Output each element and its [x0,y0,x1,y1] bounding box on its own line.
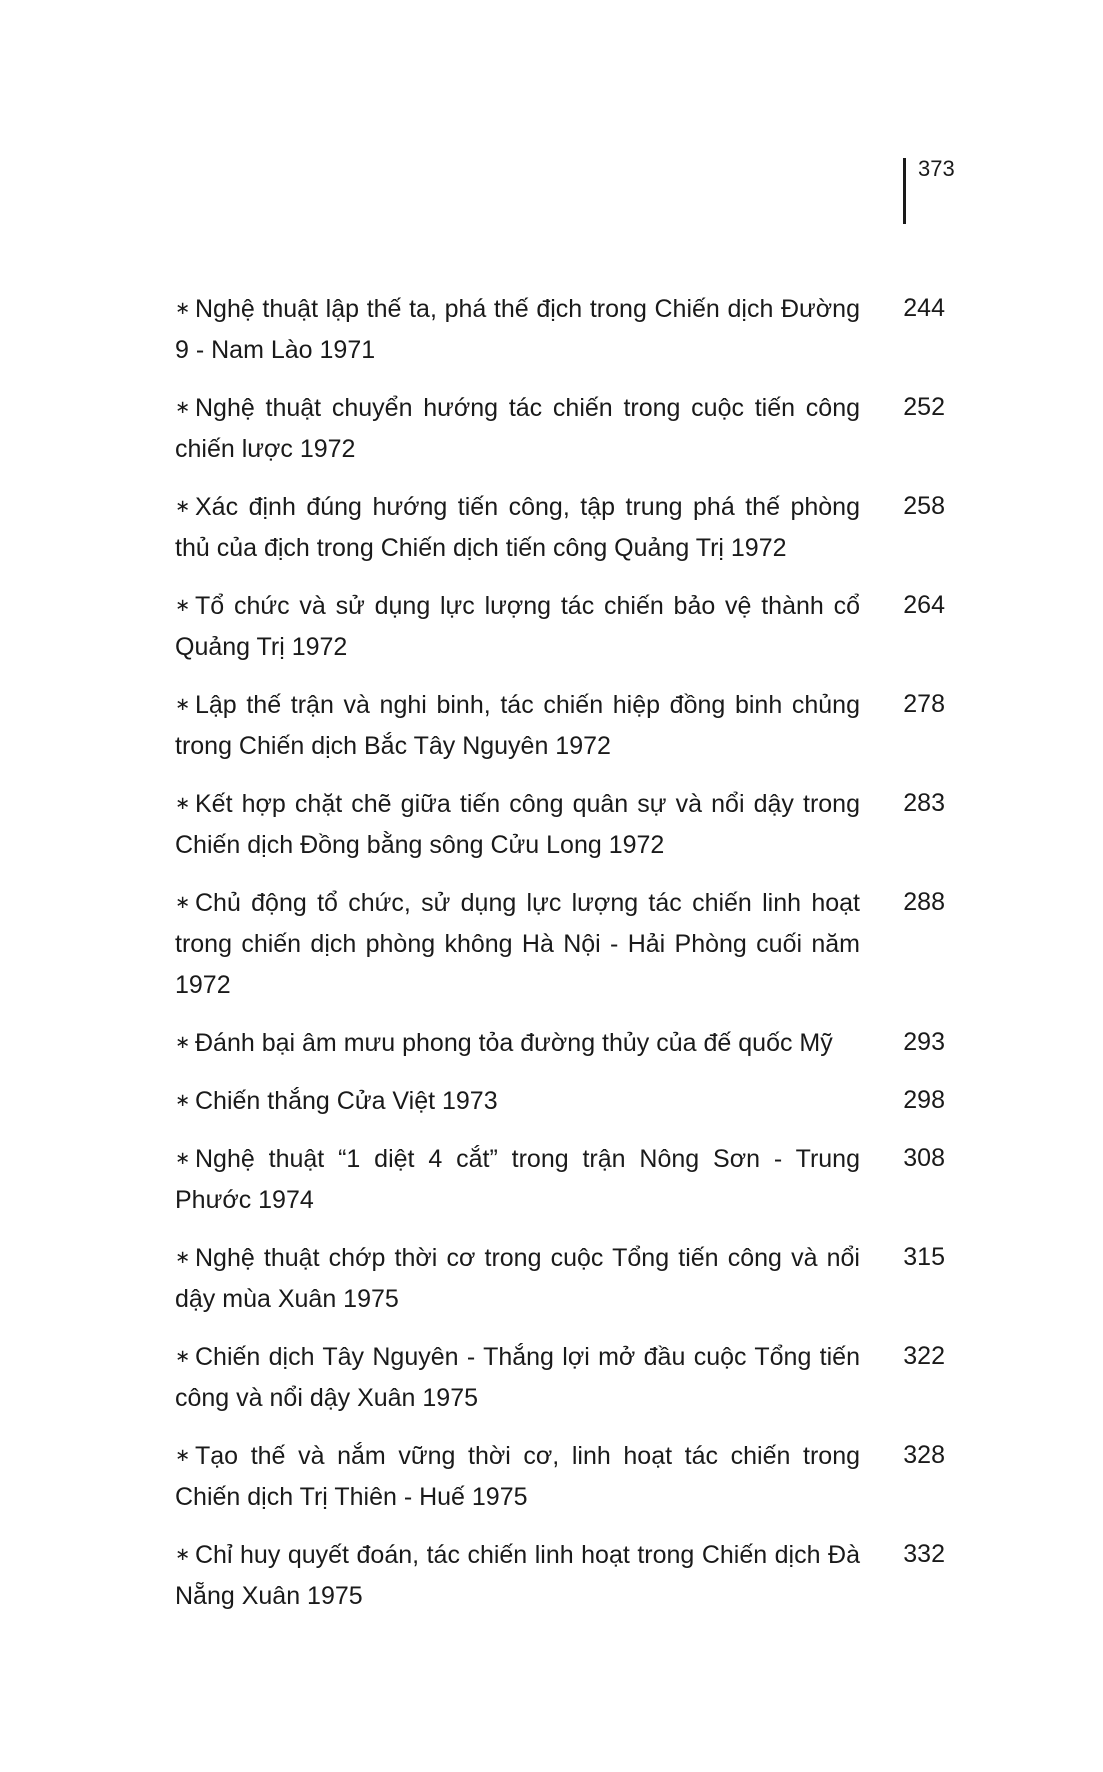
toc-entry[interactable] [175,486,945,569]
toc-entry[interactable] [175,387,945,470]
toc-entry-text: Tạo thế và nắm vững thời cơ, linh hoạt tác chiến trong Chiến dịch Trị Thiên - Huế 1975 [175,1442,860,1511]
toc-entry[interactable] [175,1138,945,1221]
toc-entry-title [175,684,860,767]
toc-entry[interactable] [175,783,945,866]
toc-entry-page: 283 [903,789,945,817]
toc-entry[interactable] [175,684,945,767]
toc-entry-page: 288 [903,888,945,916]
toc-entry[interactable] [175,1080,945,1122]
asterisk-bullet-icon: ∗ [175,892,191,912]
toc-entry-text: Nghệ thuật chớp thời cơ trong cuộc Tổng tiến công và nổi dậy mùa Xuân 1975 [175,1244,860,1313]
asterisk-bullet-icon: ∗ [175,496,191,516]
toc-entry-title [175,387,860,470]
toc-entry-page: 298 [903,1086,945,1114]
toc-entry-page: 322 [903,1342,945,1370]
toc-entry-page: 332 [903,1540,945,1568]
toc-entry-title [175,882,860,1006]
toc-entry-text: Nghệ thuật “1 diệt 4 cắt” trong trận Nông Sơn - Trung Phước 1974 [175,1145,860,1214]
asterisk-bullet-icon: ∗ [175,1090,191,1110]
toc-entry-text: Lập thế trận và nghi binh, tác chiến hiệp đồng binh chủng trong Chiến dịch Bắc Tây Nguyên 1972 [175,691,860,760]
asterisk-bullet-icon: ∗ [175,298,191,318]
toc-entry-text: Chiến dịch Tây Nguyên - Thắng lợi mở đầu cuộc Tổng tiến công và nổi dậy Xuân 1975 [175,1343,860,1412]
toc-entry-text: Chiến thắng Cửa Việt 1973 [195,1087,498,1115]
toc-entry-page: 258 [903,492,945,520]
toc-entry[interactable] [175,882,945,1006]
asterisk-bullet-icon: ∗ [175,397,191,417]
asterisk-bullet-icon: ∗ [175,595,191,615]
asterisk-bullet-icon: ∗ [175,1445,191,1465]
toc-entry-title [175,1435,860,1518]
toc-entry-text: Nghệ thuật lập thế ta, phá thế địch trong Chiến dịch Đường 9 - Nam Lào 1971 [175,295,860,364]
toc-entry-text: Chủ động tổ chức, sử dụng lực lượng tác chiến linh hoạt trong chiến dịch phòng không Hà Nội - Hải Phòng cuối năm 1972 [175,889,860,999]
asterisk-bullet-icon: ∗ [175,1346,191,1366]
toc-entry-text: Nghệ thuật chuyển hướng tác chiến trong cuộc tiến công chiến lược 1972 [175,394,860,463]
toc-entry-title [175,486,860,569]
toc-entry[interactable] [175,1435,945,1518]
toc-entry[interactable] [175,288,945,371]
asterisk-bullet-icon: ∗ [175,793,191,813]
toc-entry-title [175,1534,860,1617]
toc-entry-title [175,783,860,866]
toc-entry-title [175,1336,860,1419]
toc-entry-title [175,1022,860,1064]
toc-entry-page: 308 [903,1144,945,1172]
toc-entry-title [175,1138,860,1221]
toc-entry-text: Đánh bại âm mưu phong tỏa đường thủy của đế quốc Mỹ [195,1029,833,1057]
toc-entry-title [175,585,860,668]
toc-entry-title [175,288,860,371]
toc-entry[interactable] [175,1534,945,1617]
toc-entry-page: 293 [903,1028,945,1056]
toc-entry[interactable] [175,1022,945,1064]
toc-entry-text: Xác định đúng hướng tiến công, tập trung phá thế phòng thủ của địch trong Chiến dịch tiến công Quảng Trị 1972 [175,493,860,562]
toc-entry-page: 252 [903,393,945,421]
toc-entry[interactable] [175,1237,945,1320]
toc-entry-page: 328 [903,1441,945,1469]
toc-entry-title [175,1080,860,1122]
table-of-contents [175,288,945,1633]
toc-entry-text: Tổ chức và sử dụng lực lượng tác chiến bảo vệ thành cổ Quảng Trị 1972 [175,592,860,661]
toc-entry[interactable] [175,585,945,668]
toc-entry[interactable] [175,1336,945,1419]
toc-entry-title [175,1237,860,1320]
asterisk-bullet-icon: ∗ [175,1148,191,1168]
asterisk-bullet-icon: ∗ [175,1032,191,1052]
page-number: 373 [918,156,955,181]
toc-entry-page: 278 [903,690,945,718]
header-rule [903,158,906,224]
toc-entry-page: 315 [903,1243,945,1271]
toc-entry-text: Kết hợp chặt chẽ giữa tiến công quân sự và nổi dậy trong Chiến dịch Đồng bằng sông Cửu Long 1972 [175,790,860,859]
toc-entry-text: Chỉ huy quyết đoán, tác chiến linh hoạt trong Chiến dịch Đà Nẵng Xuân 1975 [175,1541,860,1610]
toc-entry-page: 264 [903,591,945,619]
asterisk-bullet-icon: ∗ [175,694,191,714]
toc-entry-page: 244 [903,294,945,322]
asterisk-bullet-icon: ∗ [175,1247,191,1267]
asterisk-bullet-icon: ∗ [175,1544,191,1564]
